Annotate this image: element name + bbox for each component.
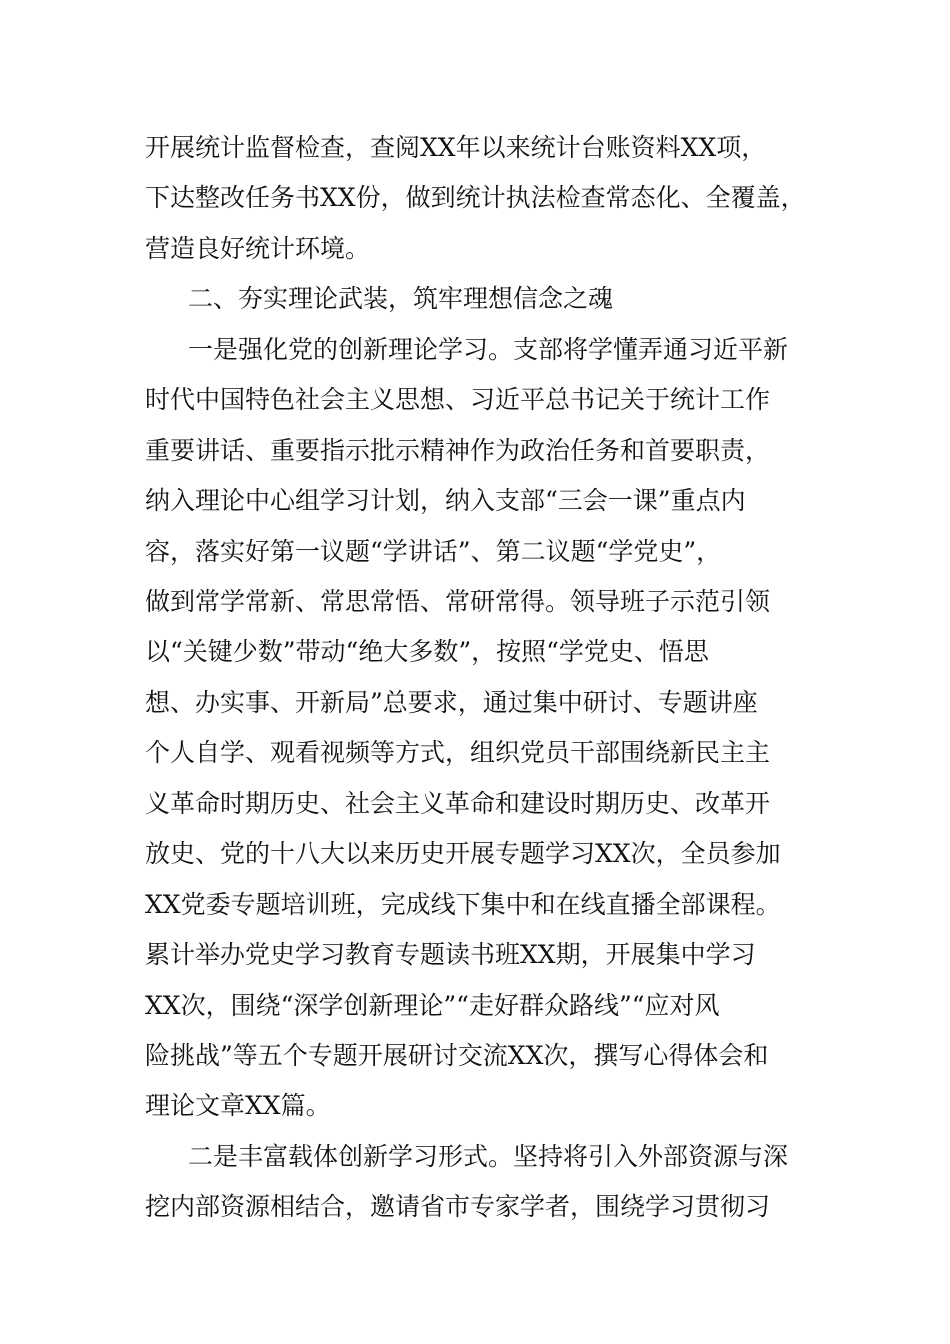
text-line: 重要讲话、重要指示批示精神作为政治任务和首要职责， [145,436,771,465]
text-line: 开展统计监督检查，查阅XX年以来统计台账资料XX项， [145,133,767,162]
text-line: 义革命时期历史、社会主义革命和建设时期历史、改革开 [145,789,771,818]
text-line: 下达整改任务书XX份，做到统计执法检查常态化、全覆盖， [145,183,806,212]
section-heading: 二、夯实理论武装，筑牢理想信念之魂 [188,284,614,313]
text-line: 时代中国特色社会主义思想、习近平总书记关于统计工作 [145,385,771,414]
text-line: 以“关键少数”带动“绝大多数”，按照“学党史、悟思 [145,637,709,666]
text-line: XX党委专题培训班，完成线下集中和在线直播全部课程。 [145,890,781,919]
text-line: 纳入理论中心组学习计划，纳入支部“三会一课”重点内 [145,486,746,515]
text-line: 累计举办党史学习教育专题读书班XX期，开展集中学习 [145,940,756,969]
text-line: XX次，围绕“深学创新理论”“走好群众路线”“应对风 [145,991,720,1020]
text-line: 二是丰富载体创新学习形式。坚持将引入外部资源与深 [188,1142,789,1171]
text-line: 挖内部资源相结合，邀请省市专家学者，围绕学习贯彻习 [145,1192,771,1221]
text-line: 营造良好统计环境。 [145,234,371,263]
text-line: 容，落实好第一议题“学讲话”、第二议题“学党史”， [145,537,722,566]
text-line: 放史、党的十八大以来历史开展专题学习XX次，全员参加 [145,839,781,868]
text-line: 险挑战”等五个专题开展研讨交流XX次，撰写心得体会和 [145,1041,769,1070]
text-line: 做到常学常新、常思常悟、常研常得。领导班子示范引领 [145,587,771,616]
text-line: 理论文章XX篇。 [145,1091,331,1120]
text-line: 个人自学、观看视频等方式，组织党员干部围绕新民主主 [145,738,771,767]
text-line: 一是强化党的创新理论学习。支部将学懂弄通习近平新 [188,335,789,364]
text-line: 想、办实事、开新局”总要求，通过集中研讨、专题讲座 [145,688,758,717]
